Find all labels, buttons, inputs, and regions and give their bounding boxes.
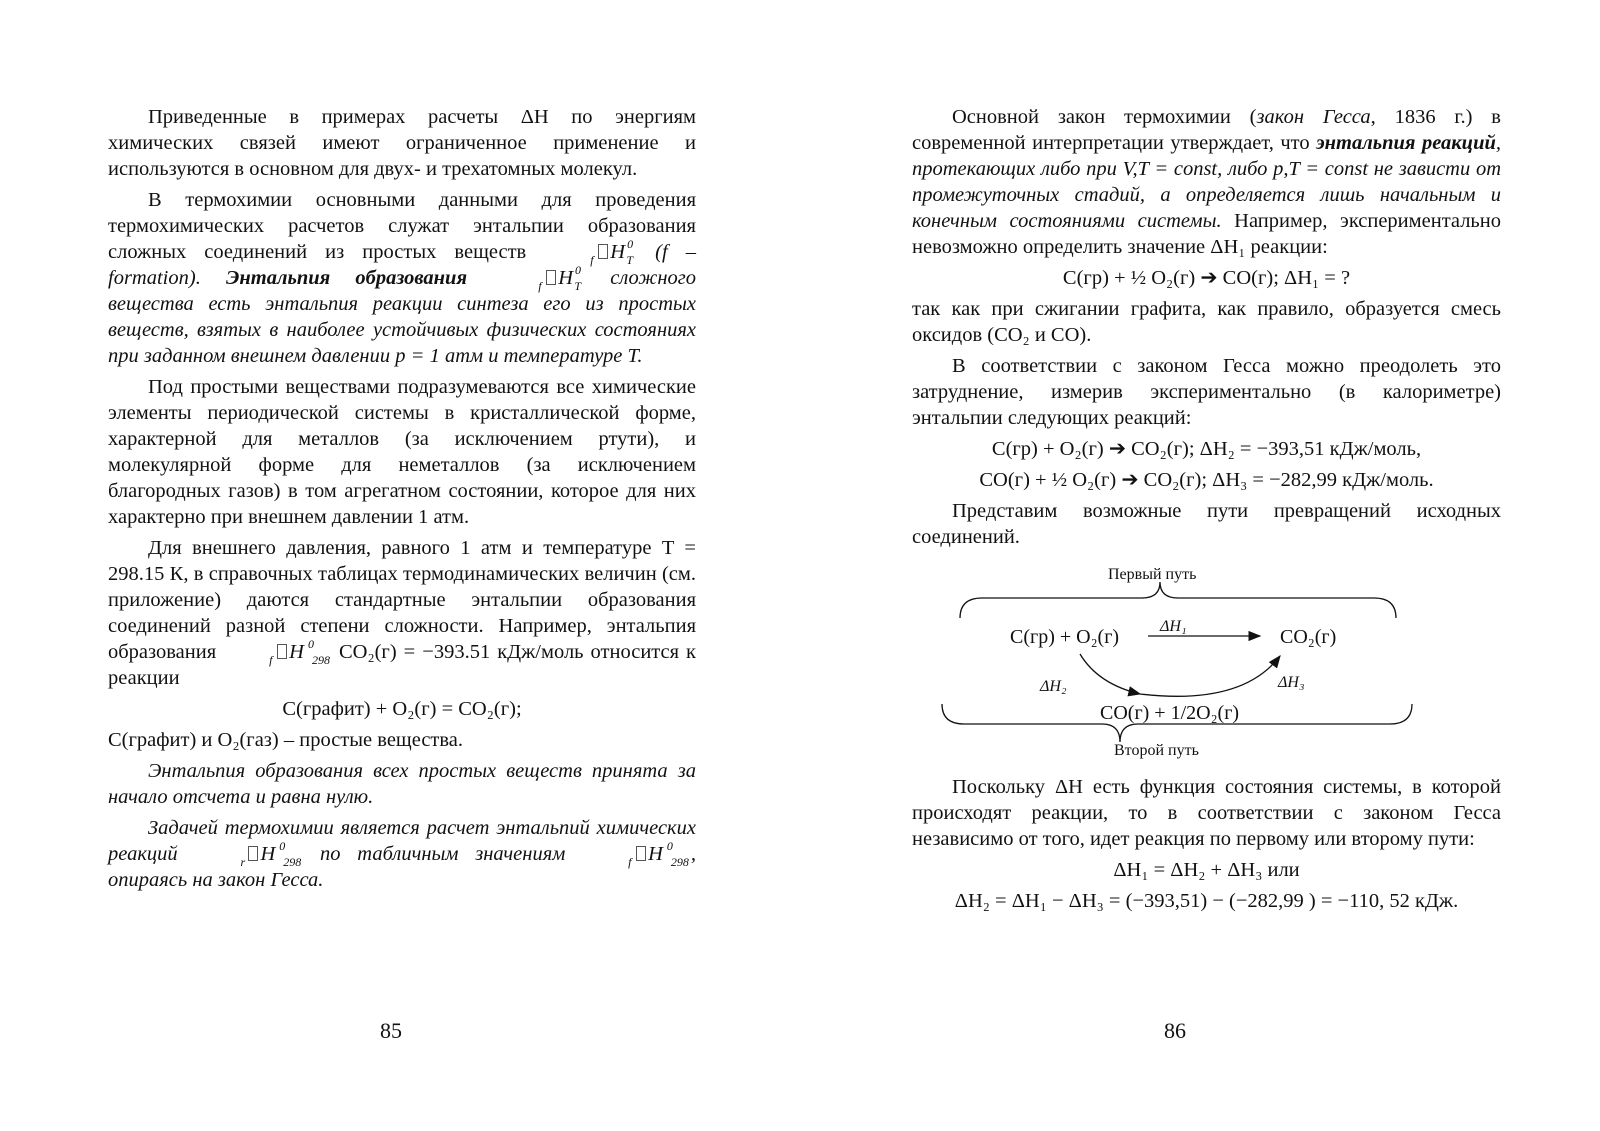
definition-text: сложного вещества есть энтальпия реакции синтеза его из простых веществ, взятых в наиболее устойчивых физических состояниях при заданном внешнем давлении p = 1 атм и температуре T. bbox=[108, 267, 697, 367]
paragraph-text: по табличным значениям bbox=[320, 843, 566, 865]
dH1-label: ΔH₁ bbox=[1160, 618, 1187, 635]
paragraph: Основной закон термохимии (закон Гесса, 1836 г.) в современной интерпретации утверждает, что энтальпия реакций, протекающих либо при V,T = const, либо p,T = const не зависти от промежуточных стадий, а определяется лишь начальным и конечным состояниями системы. Например, экспериментально невозможно определить значение ΔH₁ реакции: bbox=[912, 106, 1501, 258]
paragraph-text: В термохимии основными данными для проведения термохимических расчетов служат энтальпии образования сложных соединений из простых веществ bbox=[108, 189, 696, 263]
arrow-dH2 bbox=[1080, 654, 1140, 694]
paragraph-text: (f – formation). bbox=[108, 241, 696, 289]
reactants-label: С(гр) + O₂(г) bbox=[1010, 626, 1120, 648]
equation: С(графит) + O₂(г) = CO₂(г); bbox=[282, 698, 522, 720]
equation: ΔH₁ = ΔH₂ + ΔH₃ или bbox=[1113, 859, 1300, 881]
paragraph: С(графит) и O₂(газ) – простые вещества. bbox=[108, 729, 464, 751]
arrow-dH3 bbox=[1140, 656, 1280, 696]
paragraph-text: опираясь на закон Гесса. bbox=[108, 869, 324, 891]
intermediate-label: CO(г) + 1/2O₂(г) bbox=[1100, 702, 1240, 724]
first-path-label: Первый путь bbox=[1108, 566, 1197, 583]
paragraph-text: Задачей термохимии является расчет энтальпий химических реакций bbox=[108, 817, 696, 865]
dH3-label: ΔH₃ bbox=[1278, 674, 1305, 691]
paragraph: Представим возможные пути превращений исходных соединений. bbox=[912, 500, 1501, 548]
term-bold: Энтальпия образования bbox=[226, 267, 467, 289]
paragraph: так как при сжигании графита, как правило, образуется смесь оксидов (CO₂ и CO). bbox=[912, 298, 1501, 346]
dH2-label: ΔH₂ bbox=[1040, 678, 1067, 695]
formula-dfH298: H f 0 298 bbox=[628, 839, 689, 869]
paragraph: В соответствии с законом Гесса можно преодолеть это затруднение, измерив экспериментально (в калориметре) энтальпии следующих реакций: bbox=[912, 355, 1501, 429]
law-statement: , протекающих либо при V,T = const, либо p,T = const не зависти от промежуточных стадий, а определяется лишь начальным и конечным состояниями системы. bbox=[912, 132, 1501, 232]
equation: С(гр) + O₂(г) ➔ CO₂(г); ΔH₂ = −393,51 кДж/моль, bbox=[991, 438, 1422, 460]
paragraph: Приведенные в примерах расчеты ΔH по энергиям химических связей имеют ограниченное применение и используются в основном для двух- и трехатомных молекул. bbox=[108, 106, 696, 180]
diagram-lines bbox=[912, 556, 1501, 756]
paragraph bbox=[108, 535, 696, 691]
product-label: CO₂(г) bbox=[1280, 626, 1337, 648]
formula-dfH298: H f 0 298 bbox=[269, 637, 330, 667]
page-number: 86 bbox=[1164, 1018, 1186, 1043]
equation: ΔH₂ = ΔH₁ − ΔH₃ = (−393,51) − (−282,99 ) = −110, 52 кДж. bbox=[954, 890, 1459, 912]
paragraph-text: Для внешнего давления, равного 1 атм и температуре T = 298.15 К, в справочных таблицах термодинамических величин (см. приложение) даются стандартные энтальпии образования соединений разной степени сложности. Например, энтальпия образования bbox=[108, 537, 696, 663]
hess-path-diagram bbox=[912, 556, 1501, 759]
formula-drH298: H r 0 298 bbox=[240, 839, 302, 869]
second-path-label: Второй путь bbox=[1114, 742, 1199, 759]
formula-dfHT: H f 0 T bbox=[538, 263, 582, 293]
paragraph: Энтальпия образования всех простых веществ принята за начало отсчета и равна нулю. bbox=[108, 760, 696, 808]
right-page bbox=[912, 104, 1501, 919]
paragraph bbox=[108, 187, 696, 369]
left-page bbox=[108, 104, 696, 898]
paragraph: Поскольку ΔH есть функция состояния системы, в которой происходят реакции, то в соответствии с законом Гесса независимо от того, идет реакция по первому или второму пути: bbox=[912, 776, 1501, 850]
formula-dfHT: H f 0 T bbox=[590, 237, 634, 267]
equation: С(гр) + ½ O₂(г) ➔ CO(г); ΔH₁ = ? bbox=[1062, 267, 1351, 289]
paragraph: Задачей термохимии является расчет энтальпий химических реакций H r 0 298 по табличным значениям H f 0 298 , опираясь на закон Гесса. bbox=[108, 817, 697, 891]
page-number: 85 bbox=[380, 1018, 402, 1043]
term-bold: энтальпия реакций bbox=[1316, 132, 1496, 154]
law-name: закон Гесса bbox=[1256, 106, 1371, 128]
equation: CO(г) + ½ O₂(г) ➔ CO₂(г); ΔH₃ = −282,99 кДж/моль. bbox=[979, 469, 1434, 491]
paragraph: Под простыми веществами подразумеваются все химические элементы периодической системы в кристаллической форме, характерной для металлов (за исключением ртути), и молекулярной форме для неметаллов (за исключением благородных газов) в том агрегатном состоянии, которое для них характерно при внешнем давлении 1 атм. bbox=[108, 376, 696, 528]
paragraph-text: CO₂(г) = −393.51 кДж/моль относится к реакции bbox=[108, 641, 696, 689]
